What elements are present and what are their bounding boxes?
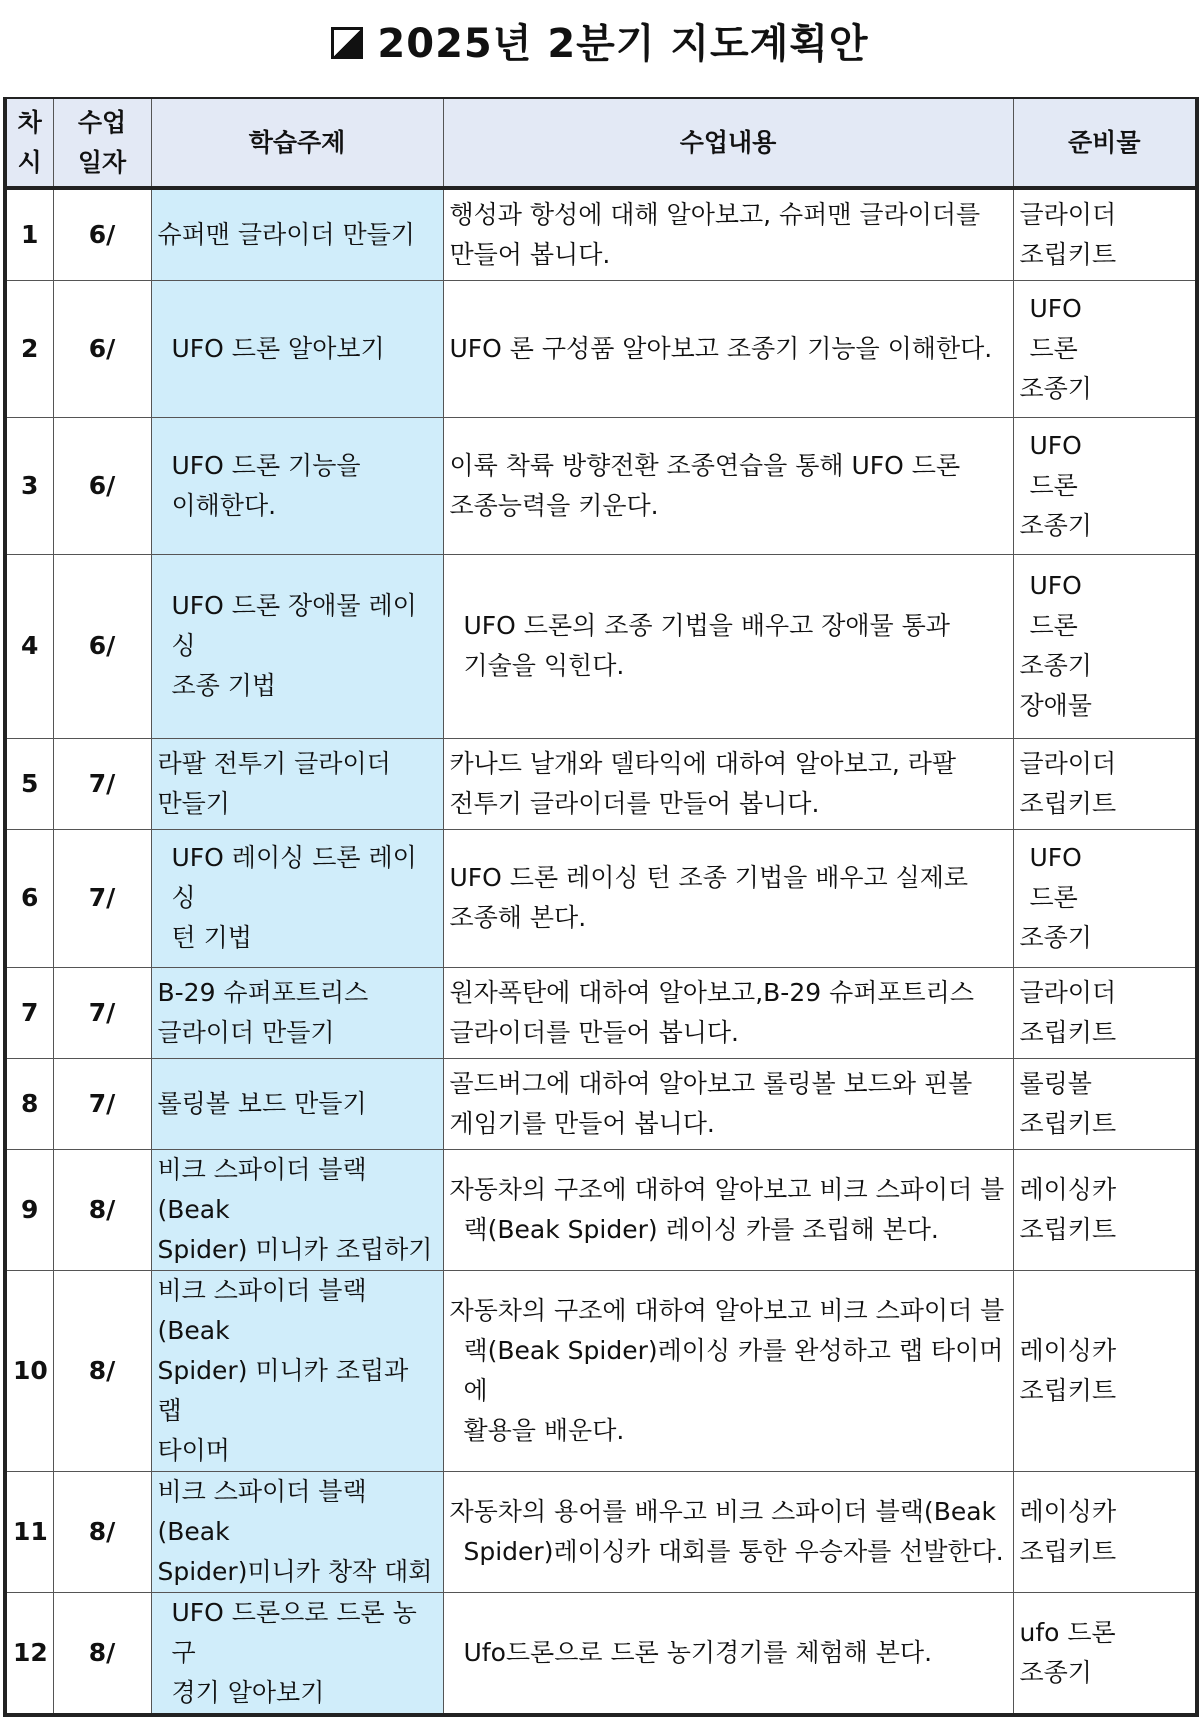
- lesson-materials-line: UFO: [1029, 430, 1082, 460]
- lesson-materials-line: 드론: [1029, 611, 1078, 640]
- lesson-materials: [1013, 1149, 1197, 1270]
- table-row: [5, 1592, 1197, 1715]
- lesson-materials: [1013, 188, 1197, 280]
- lesson-materials-line: 드론: [1029, 333, 1078, 363]
- header-topic: 학습주제: [151, 98, 443, 188]
- lesson-materials: [1013, 1058, 1197, 1149]
- lesson-topic-line: UFO 드론 장애물 레이싱: [171, 591, 417, 660]
- lesson-materials-line: 조종기: [1019, 1657, 1092, 1687]
- lesson-date: 6/: [53, 417, 151, 554]
- lesson-materials-line: 글라이더: [1019, 977, 1117, 1007]
- session-number: 4: [5, 554, 53, 738]
- square-bullet-icon: [331, 27, 363, 59]
- lesson-topic-line: 이해한다.: [171, 490, 277, 520]
- lesson-materials-line: 장애물: [1019, 691, 1092, 720]
- lesson-topic: [151, 417, 443, 554]
- lesson-content-line: 자동차의 구조에 대하여 알아보고 비크 스파이더 블: [449, 1295, 1005, 1325]
- lesson-materials: [1013, 1270, 1197, 1471]
- table-row: [5, 1471, 1197, 1592]
- lesson-topic-line: UFO 드론 기능을: [171, 450, 361, 480]
- lesson-topic: [151, 1270, 443, 1471]
- table-row: [5, 554, 1197, 738]
- lesson-content-line: UFO 드론의 조종 기법을 배우고 장애물 통과: [463, 611, 950, 640]
- lesson-content: [443, 1058, 1013, 1149]
- lesson-materials: [1013, 738, 1197, 829]
- table-row: [5, 188, 1197, 280]
- header-row: [5, 98, 1197, 188]
- lesson-topic: [151, 738, 443, 829]
- lesson-topic-line: Spider) 미니카 조립하기: [157, 1234, 433, 1264]
- lesson-materials: [1013, 829, 1197, 967]
- lesson-date: 7/: [53, 1058, 151, 1149]
- lesson-topic-line: UFO 드론 알아보기: [171, 333, 385, 363]
- lesson-content: [443, 417, 1013, 554]
- lesson-topic-line: Spider) 미니카 조립과 랩: [157, 1355, 409, 1425]
- lesson-materials-line: 글라이더: [1019, 748, 1117, 778]
- session-number: 2: [5, 280, 53, 417]
- lesson-date: 8/: [53, 1471, 151, 1592]
- lesson-topic: [151, 1149, 443, 1270]
- lesson-content-line: UFO 론 구성품 알아보고 조종기 기능을 이해한다.: [449, 333, 993, 363]
- lesson-date: 8/: [53, 1270, 151, 1471]
- session-number: 9: [5, 1149, 53, 1270]
- lesson-content-line: 자동차의 구조에 대하여 알아보고 비크 스파이더 블: [449, 1174, 1005, 1204]
- lesson-content-line: 글라이더를 만들어 봅니다.: [449, 1017, 739, 1047]
- lesson-content-line: 이륙 착륙 방향전환 조종연습을 통해 UFO 드론: [449, 450, 961, 480]
- lesson-date: 8/: [53, 1592, 151, 1715]
- session-number: 5: [5, 738, 53, 829]
- lesson-content-line: 전투기 글라이더를 만들어 봅니다.: [449, 788, 820, 818]
- lesson-topic: [151, 1592, 443, 1715]
- lesson-materials-line: 레이싱카: [1019, 1496, 1117, 1526]
- lesson-topic-line: 슈퍼맨 글라이더 만들기: [157, 219, 415, 249]
- lesson-content: [443, 1149, 1013, 1270]
- session-number: 7: [5, 967, 53, 1058]
- lesson-materials-line: 조립키트: [1019, 1214, 1117, 1244]
- lesson-materials-line: UFO: [1029, 293, 1082, 323]
- lesson-content-line: 조종해 본다.: [449, 903, 587, 932]
- lesson-topic-line: Spider)미니카 창작 대회: [157, 1556, 433, 1586]
- table-row: [5, 1149, 1197, 1270]
- table-row: [5, 829, 1197, 967]
- lesson-materials-line: 조립키트: [1019, 1536, 1117, 1566]
- session-number: 12: [5, 1592, 53, 1715]
- lesson-materials-line: 조립키트: [1019, 788, 1117, 818]
- header-date: 수업 일자: [53, 98, 151, 188]
- page-title: [0, 12, 1200, 69]
- lesson-topic: [151, 188, 443, 280]
- session-number: 3: [5, 417, 53, 554]
- lesson-materials-line: 조립키트: [1019, 239, 1117, 269]
- lesson-content: [443, 829, 1013, 967]
- lesson-topic: [151, 280, 443, 417]
- session-number: 11: [5, 1471, 53, 1592]
- lesson-content-line: 기술을 익힌다.: [463, 651, 625, 680]
- lesson-materials-line: 조종기: [1019, 373, 1092, 403]
- lesson-plan-table: [3, 97, 1199, 1717]
- lesson-topic-line: 비크 스파이더 블랙(Beak: [157, 1275, 367, 1345]
- lesson-content-line: 원자폭탄에 대하여 알아보고,B-29 슈퍼포트리스: [449, 977, 974, 1007]
- lesson-content: [443, 188, 1013, 280]
- lesson-date: 7/: [53, 738, 151, 829]
- lesson-content: [443, 554, 1013, 738]
- header-session: 차 시: [5, 98, 53, 188]
- lesson-materials-line: ufo 드론: [1019, 1617, 1116, 1647]
- lesson-content-line: 자동차의 용어를 배우고 비크 스파이더 블랙(Beak: [449, 1496, 997, 1526]
- table-row: [5, 1058, 1197, 1149]
- lesson-topic-line: 타이머: [157, 1435, 230, 1465]
- lesson-topic-line: UFO 드론으로 드론 농구: [171, 1597, 417, 1667]
- lesson-materials-line: 레이싱카: [1019, 1174, 1117, 1204]
- lesson-materials: [1013, 967, 1197, 1058]
- lesson-date: 7/: [53, 967, 151, 1058]
- lesson-topic-line: 라팔 전투기 글라이더: [157, 748, 391, 778]
- lesson-date: 6/: [53, 280, 151, 417]
- lesson-materials-line: 조립키트: [1019, 1017, 1117, 1047]
- session-number: 8: [5, 1058, 53, 1149]
- lesson-date: 6/: [53, 188, 151, 280]
- lesson-content-line: Spider)레이싱카 대회를 통한 우승자를 선발한다.: [463, 1536, 1004, 1566]
- lesson-topic-line: UFO 레이싱 드론 레이싱: [171, 843, 417, 912]
- lesson-materials-line: 롤링볼: [1019, 1068, 1092, 1098]
- lesson-materials: [1013, 1471, 1197, 1592]
- lesson-materials-line: 레이싱카: [1019, 1335, 1117, 1365]
- lesson-materials-line: 조종기: [1019, 510, 1092, 540]
- lesson-content: [443, 280, 1013, 417]
- table-row: [5, 1270, 1197, 1471]
- lesson-content-line: 골드버그에 대하여 알아보고 롤링볼 보드와 핀볼: [449, 1068, 973, 1098]
- lesson-materials-line: 드론: [1029, 470, 1078, 500]
- table-row: [5, 738, 1197, 829]
- table-row: [5, 967, 1197, 1058]
- lesson-content-line: UFO 드론 레이싱 턴 조종 기법을 배우고 실제로: [449, 863, 969, 892]
- lesson-content: [443, 967, 1013, 1058]
- lesson-date: 6/: [53, 554, 151, 738]
- lesson-content: [443, 738, 1013, 829]
- lesson-materials-line: 조종기: [1019, 923, 1092, 952]
- header-materials: 준비물: [1013, 98, 1197, 188]
- lesson-content-line: 조종능력을 키운다.: [449, 490, 659, 520]
- title-text: 2025년 2분기 지도계획안: [377, 21, 869, 67]
- lesson-materials-line: UFO: [1029, 843, 1082, 872]
- lesson-content-line: 랙(Beak Spider) 레이싱 카를 조립해 본다.: [463, 1214, 939, 1244]
- session-number: 1: [5, 188, 53, 280]
- lesson-topic: [151, 829, 443, 967]
- lesson-content: [443, 1270, 1013, 1471]
- lesson-content-line: 랙(Beak Spider)레이싱 카를 완성하고 랩 타이머에: [463, 1335, 1004, 1405]
- lesson-content-line: 행성과 항성에 대해 알아보고, 슈퍼맨 글라이더를: [449, 199, 981, 229]
- lesson-content-line: 카나드 날개와 델타익에 대하여 알아보고, 라팔: [449, 748, 957, 778]
- lesson-topic-line: 롤링볼 보드 만들기: [157, 1088, 367, 1118]
- lesson-materials: [1013, 554, 1197, 738]
- lesson-materials-line: 조종기: [1019, 651, 1092, 680]
- lesson-topic: [151, 1058, 443, 1149]
- lesson-content-line: Ufo드론으로 드론 농기경기를 체험해 본다.: [463, 1637, 933, 1667]
- table-row: [5, 280, 1197, 417]
- table-row: [5, 417, 1197, 554]
- lesson-topic: [151, 967, 443, 1058]
- lesson-date: 8/: [53, 1149, 151, 1270]
- lesson-topic-line: 만들기: [157, 788, 230, 818]
- lesson-content: [443, 1471, 1013, 1592]
- lesson-topic-line: 조종 기법: [171, 671, 277, 700]
- lesson-topic-line: 경기 알아보기: [171, 1677, 325, 1707]
- lesson-topic-line: 비크 스파이더 블랙(Beak: [157, 1476, 367, 1546]
- lesson-content-line: 만들어 봅니다.: [449, 239, 611, 269]
- lesson-materials-line: 조립키트: [1019, 1108, 1117, 1138]
- lesson-content: [443, 1592, 1013, 1715]
- lesson-topic-line: 턴 기법: [171, 923, 252, 952]
- lesson-materials-line: 조립키트: [1019, 1375, 1117, 1405]
- lesson-materials: [1013, 280, 1197, 417]
- lesson-topic: [151, 1471, 443, 1592]
- session-number: 6: [5, 829, 53, 967]
- lesson-content-line: 게임기를 만들어 봅니다.: [449, 1108, 715, 1138]
- lesson-topic: [151, 554, 443, 738]
- header-content: 수업내용: [443, 98, 1013, 188]
- session-number: 10: [5, 1270, 53, 1471]
- lesson-materials: [1013, 1592, 1197, 1715]
- lesson-materials-line: UFO: [1029, 571, 1082, 600]
- lesson-topic-line: 비크 스파이더 블랙(Beak: [157, 1154, 367, 1224]
- lesson-topic-line: 글라이더 만들기: [157, 1017, 335, 1047]
- lesson-topic-line: B-29 슈퍼포트리스: [157, 977, 369, 1007]
- lesson-materials: [1013, 417, 1197, 554]
- lesson-materials-line: 드론: [1029, 883, 1078, 912]
- lesson-date: 7/: [53, 829, 151, 967]
- lesson-materials-line: 글라이더: [1019, 199, 1117, 229]
- lesson-content-line: 활용을 배운다.: [463, 1415, 625, 1445]
